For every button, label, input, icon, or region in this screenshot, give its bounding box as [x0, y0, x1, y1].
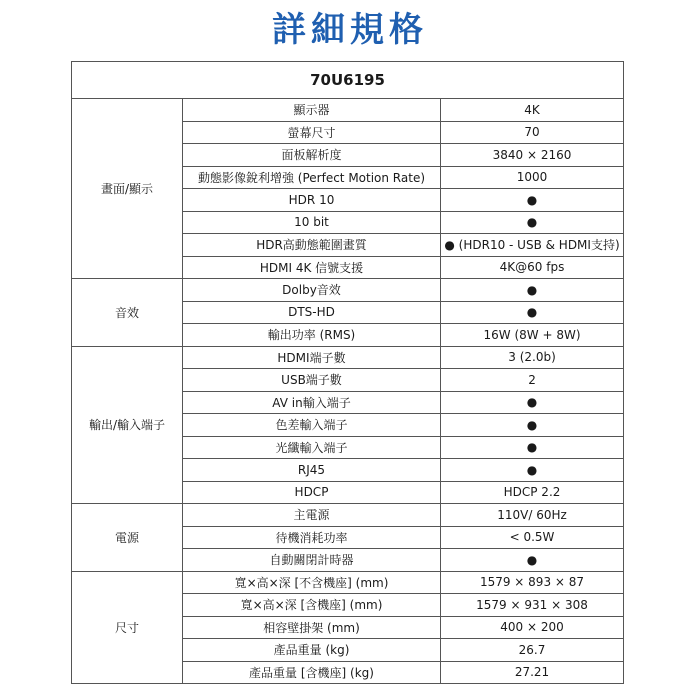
spec-row	[72, 99, 624, 122]
spec-label: 主電源	[183, 504, 441, 527]
spec-value: 1579 × 893 × 87	[441, 571, 624, 594]
spec-label: 螢幕尺寸	[183, 121, 441, 144]
spec-value: 3840 × 2160	[441, 144, 624, 167]
spec-value: HDCP 2.2	[441, 481, 624, 504]
spec-label: 動態影像銳利增強 (Perfect Motion Rate)	[183, 166, 441, 189]
spec-value: 2	[441, 369, 624, 392]
spec-category: 尺寸	[72, 571, 183, 684]
spec-label: 光纖輸入端子	[183, 436, 441, 459]
model-row	[72, 62, 624, 99]
spec-value: < 0.5W	[441, 526, 624, 549]
spec-value: 1000	[441, 166, 624, 189]
spec-label: RJ45	[183, 459, 441, 482]
spec-label: 待機消耗功率	[183, 526, 441, 549]
spec-label: AV in輸入端子	[183, 391, 441, 414]
spec-value: 4K@60 fps	[441, 256, 624, 279]
spec-value: 70	[441, 121, 624, 144]
spec-category: 輸出/輸入端子	[72, 346, 183, 504]
spec-value: ●	[441, 459, 624, 482]
spec-category: 音效	[72, 279, 183, 347]
spec-value: 400 × 200	[441, 616, 624, 639]
spec-label: 寬×高×深 [含機座] (mm)	[183, 594, 441, 617]
spec-label: HDMI 4K 信號支援	[183, 256, 441, 279]
spec-table	[71, 61, 624, 684]
spec-value: ● (HDR10 - USB & HDMI支持)	[441, 234, 624, 257]
spec-value: ●	[441, 391, 624, 414]
spec-table-body	[72, 62, 624, 684]
spec-value: 3 (2.0b)	[441, 346, 624, 369]
spec-label: USB端子數	[183, 369, 441, 392]
spec-value: ●	[441, 436, 624, 459]
spec-label: 輸出功率 (RMS)	[183, 324, 441, 347]
spec-value: ●	[441, 189, 624, 212]
spec-label: 產品重量 (kg)	[183, 639, 441, 662]
spec-label: 產品重量 [含機座] (kg)	[183, 661, 441, 684]
spec-label: 自動關閉計時器	[183, 549, 441, 572]
spec-label: Dolby音效	[183, 279, 441, 302]
spec-value: ●	[441, 414, 624, 437]
spec-label: 相容壁掛架 (mm)	[183, 616, 441, 639]
spec-value: 27.21	[441, 661, 624, 684]
spec-label: 顯示器	[183, 99, 441, 122]
spec-value: 4K	[441, 99, 624, 122]
spec-row	[72, 279, 624, 302]
spec-label: HDR高動態範圍畫質	[183, 234, 441, 257]
spec-label: 10 bit	[183, 211, 441, 234]
spec-label: HDMI端子數	[183, 346, 441, 369]
spec-label: HDCP	[183, 481, 441, 504]
spec-row	[72, 571, 624, 594]
spec-row	[72, 346, 624, 369]
spec-value: 1579 × 931 × 308	[441, 594, 624, 617]
spec-value: 110V/ 60Hz	[441, 504, 624, 527]
page-title: 詳細規格	[272, 10, 428, 50]
spec-label: DTS-HD	[183, 301, 441, 324]
spec-label: HDR 10	[183, 189, 441, 212]
spec-row	[72, 504, 624, 527]
spec-label: 寬×高×深 [不含機座] (mm)	[183, 571, 441, 594]
spec-category: 畫面/顯示	[72, 99, 183, 279]
spec-value: 26.7	[441, 639, 624, 662]
model-name: 70U6195	[72, 62, 624, 99]
spec-value: ●	[441, 549, 624, 572]
spec-label: 色差輸入端子	[183, 414, 441, 437]
spec-label: 面板解析度	[183, 144, 441, 167]
spec-value: ●	[441, 301, 624, 324]
spec-value: ●	[441, 279, 624, 302]
spec-value: ●	[441, 211, 624, 234]
spec-value: 16W (8W + 8W)	[441, 324, 624, 347]
spec-category: 電源	[72, 504, 183, 572]
